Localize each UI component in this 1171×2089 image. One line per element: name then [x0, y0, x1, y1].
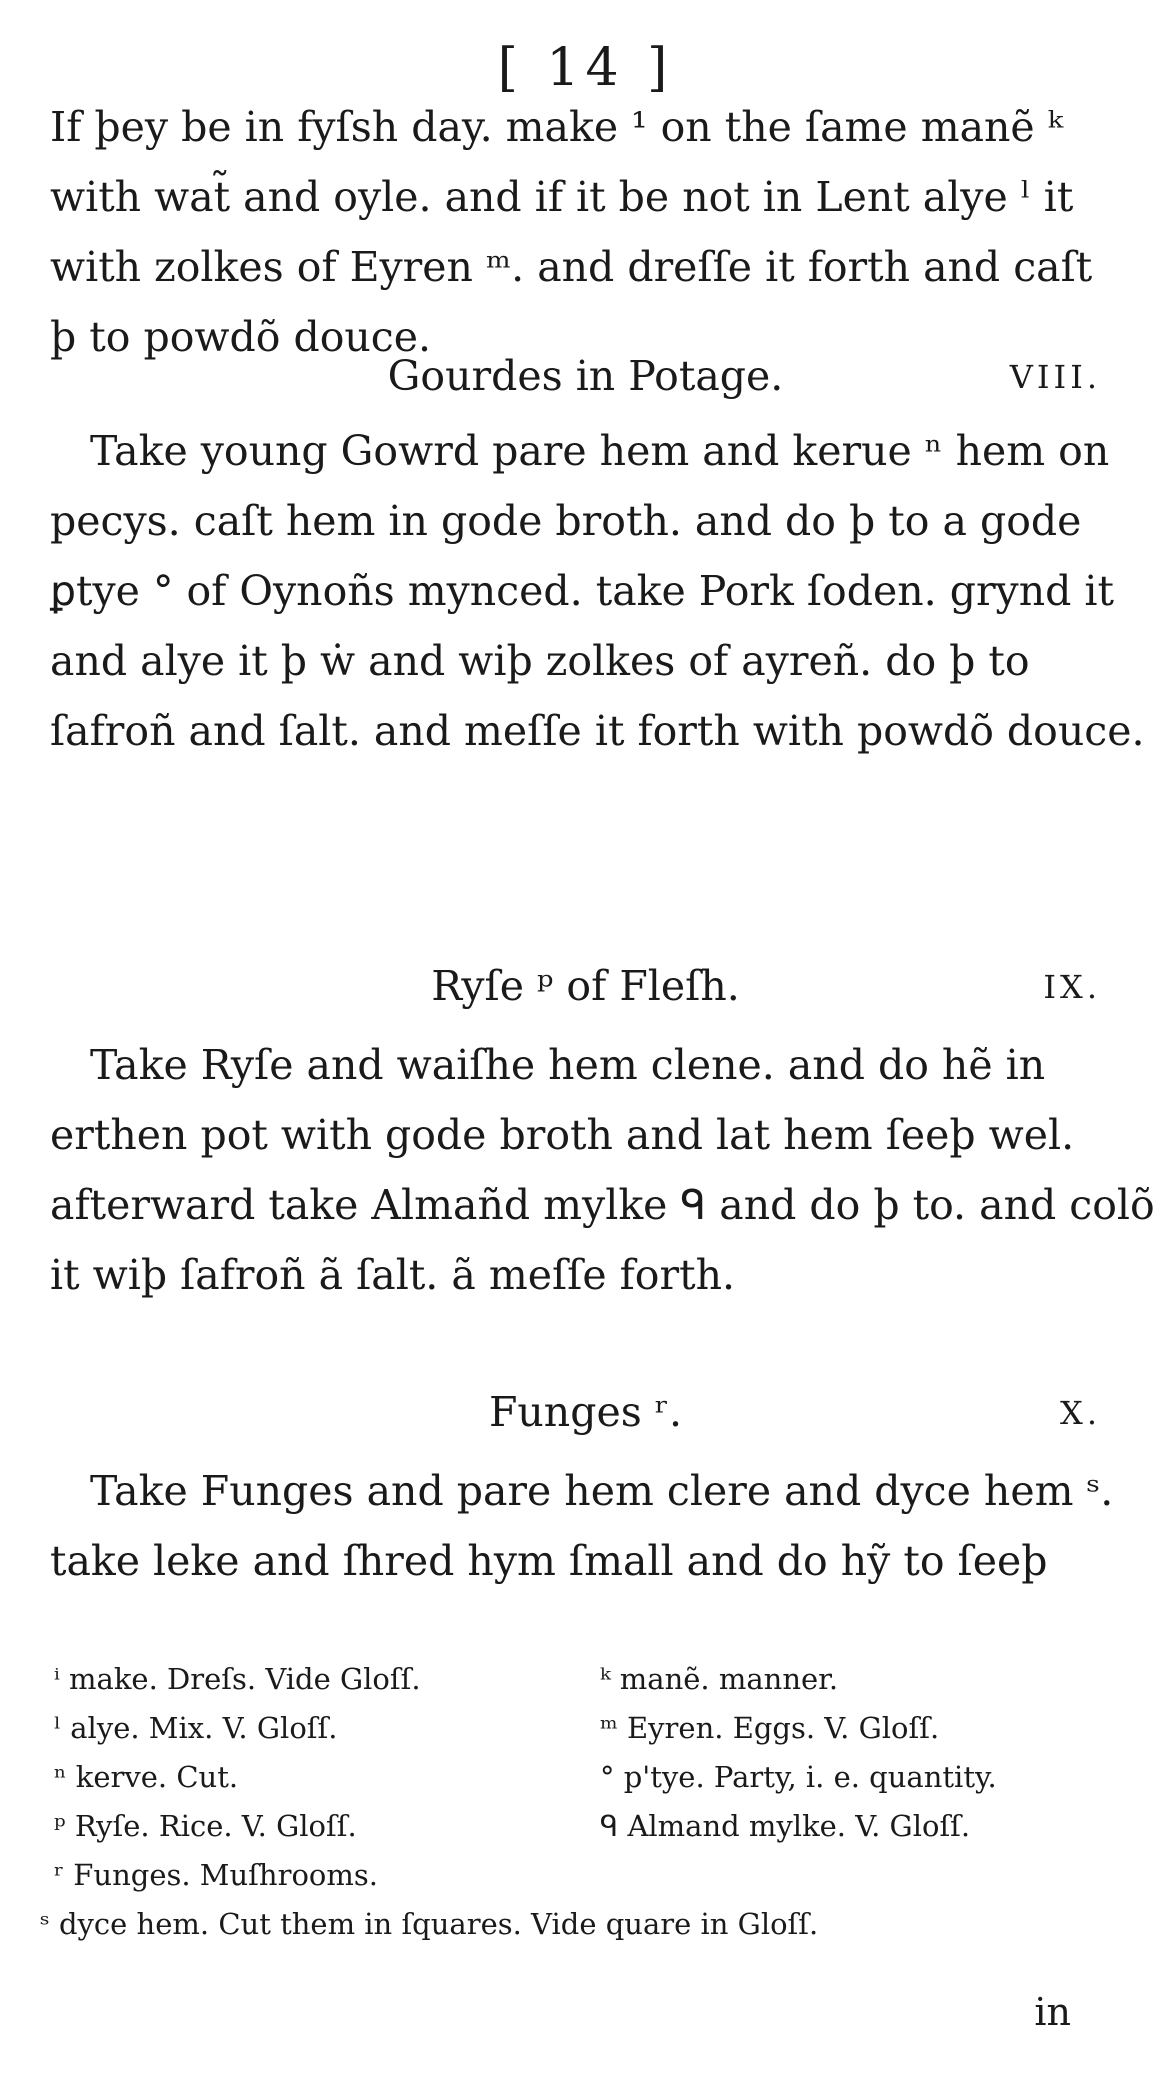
text-line: and alye it þ ẇ and wiþ zolkes of ayreñ. do þ to: [50, 637, 1030, 685]
text-line: it wiþ ſafroñ ã ſalt. ã meſſe forth.: [50, 1251, 736, 1299]
recipe-number: IX.: [1043, 968, 1101, 1006]
recipe-number: VIII.: [1009, 358, 1101, 396]
footnote: ⁿ kerve. Cut.: [54, 1760, 239, 1794]
text-line: erthen pot with gode broth and lat hem ſeeþ wel.: [50, 1111, 1075, 1159]
text-line: If þey be in fyſsh day. make ¹ on the ſame manẽ ᵏ: [50, 103, 1063, 151]
text-line: Take Funges and pare hem clere and dyce hem ˢ.: [90, 1467, 1114, 1515]
footnote-row: [40, 1655, 1140, 1704]
footnote: ˢ dyce hem. Cut them in ſquares. Vide quare in Gloſſ.: [40, 1907, 819, 1941]
opening-paragraph: [50, 92, 1130, 372]
recipe-body: [50, 1030, 1155, 1310]
page-number: [ 14 ]: [497, 38, 674, 98]
footnotes: [40, 1655, 1140, 1949]
text-line: Take young Gowrd pare hem and kerue ⁿ hem on: [90, 427, 1110, 475]
text-line: ꝑtye ° of Oynoñs mynced. take Pork ſoden. grynd it: [50, 567, 1114, 615]
footnote: ᵐ Eyren. Eggs. V. Gloſſ.: [600, 1711, 940, 1745]
text-line: pecys. caſt hem in gode broth. and do þ to a gode: [50, 497, 1082, 545]
footnote-row: [40, 1851, 1140, 1900]
recipe-title: Ryſe ᵖ of Fleſh.: [431, 962, 740, 1010]
recipe-title: Funges ʳ.: [488, 1388, 683, 1436]
text-line: þ to powdõ douce.: [50, 313, 432, 361]
footnote-row: [40, 1900, 1140, 1949]
text-line: afterward take Almañd mylke ᑫ and do þ to. and colõ: [50, 1181, 1155, 1229]
footnote: ᵏ manẽ. manner.: [600, 1662, 839, 1696]
footnote: ʳ Funges. Muſhrooms.: [54, 1858, 378, 1892]
catchword: in: [1034, 1990, 1071, 2034]
text-line: ſafroñ and ſalt. and meſſe it forth with powdõ douce.: [50, 707, 1145, 755]
footnote-row: [40, 1802, 1140, 1851]
recipe-title: Gourdes in Potage.: [387, 352, 784, 400]
footnote: ᵖ Ryſe. Rice. V. Gloſſ.: [54, 1809, 357, 1843]
footnote: ⁱ make. Dreſs. Vide Gloſſ.: [54, 1662, 421, 1696]
footnote: ° p'tye. Party, i. e. quantity.: [600, 1760, 997, 1794]
text-line: with zolkes of Eyren ᵐ. and dreſſe it forth and caſt: [50, 243, 1093, 291]
footnote-row: [40, 1753, 1140, 1802]
text-line: take leke and ſhred hym ſmall and do hỹ to ſeeþ: [50, 1537, 1048, 1585]
recipe-body: [50, 1456, 1130, 1596]
text-line: with wat̃ and oyle. and if it be not in Lent alye ˡ it: [50, 173, 1074, 221]
recipe-body: [50, 416, 1145, 766]
recipe-number: X.: [1060, 1394, 1101, 1432]
footnote: ᑫ Almand mylke. V. Gloſſ.: [600, 1809, 971, 1843]
text-line: Take Ryſe and waiſhe hem clene. and do hẽ in: [90, 1041, 1046, 1089]
footnote-row: [40, 1704, 1140, 1753]
footnote: ˡ alye. Mix. V. Gloſſ.: [54, 1711, 338, 1745]
